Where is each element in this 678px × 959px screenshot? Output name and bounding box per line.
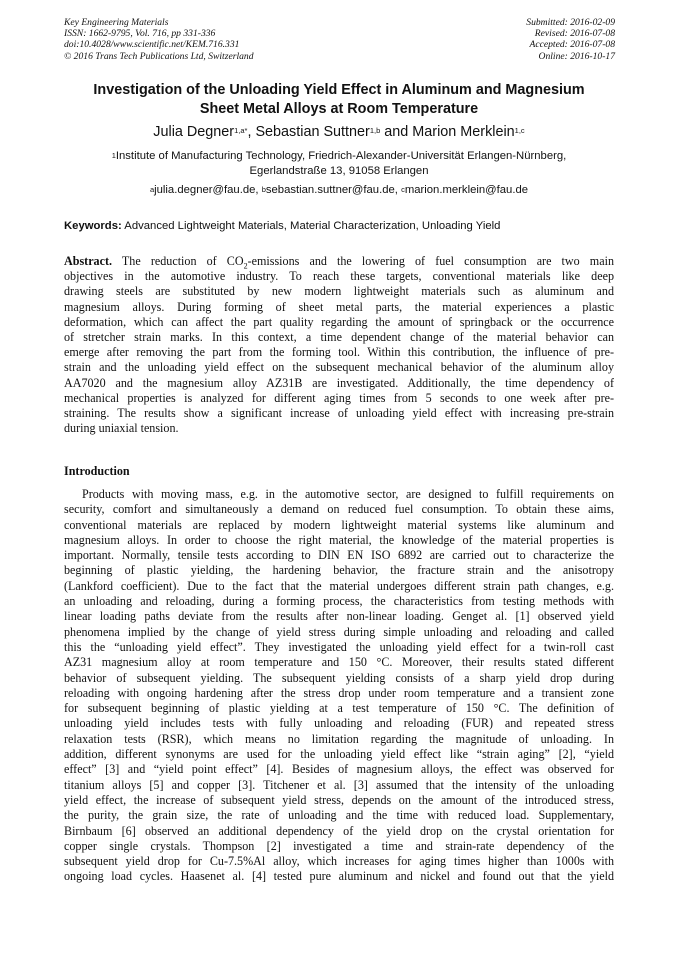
journal-header-right	[526, 17, 615, 62]
accepted-date: Accepted: 2016-07-08	[529, 39, 615, 51]
abstract-line: magnesium alloys. During forming of sheet metal parts, the material experiences a plastic	[64, 299, 614, 314]
journal-header-left	[64, 17, 254, 62]
intro-line: Birnbaum [6] observed an additional dependency of the yield drop on the crystal orientation for	[64, 823, 614, 838]
intro-line: magnesium alloys. In order to choose the right material, the knowledge of the material properties is	[64, 532, 614, 547]
abstract-line: emerge after removing the part from the forming tool. Within this contribution, the influence of pre-	[64, 345, 614, 360]
introduction-body	[64, 487, 614, 885]
author-2: , Sebastian Suttner	[247, 124, 370, 140]
intro-line: Products with moving mass, e.g. in the automotive sector, are designed to fulfill requirements on	[82, 487, 614, 501]
intro-line: copper single crystals. Thompson [2] investigated a time and strain-rate dependency of the	[64, 838, 614, 853]
abstract-line: straining. The results show a significant increase of unloading yield effect with increasing pre-strain	[64, 405, 614, 420]
intro-line: unloading yield includes tests with fully unloading and reloading (FUR) and repeated stress	[64, 716, 614, 731]
intro-line: subsequent yield drop for Cu-7.5%Al alloy, which increases for aging times higher than 1000s with	[64, 854, 614, 869]
abstract-line: mechanical properties is analyzed for different aging times from 5 seconds to one week after pre-	[64, 390, 614, 405]
doi: doi:10.4028/www.scientific.net/KEM.716.331	[64, 39, 240, 51]
intro-line: an unloading and reloading, during a forming process, the characteristics from testing methods with	[64, 594, 614, 609]
intro-line: behavior of subsequent yielding. The subsequent yielding consists of a sharp yield drop during	[64, 670, 614, 685]
affiliation-line-1: Institute of Manufacturing Technology, Friedrich-Alexander-Universität Erlangen-Nürnberg,	[115, 150, 567, 162]
abstract-line	[64, 254, 614, 269]
abstract-line: drawing steels are substituted by new modern lightweight materials such as aluminum and	[64, 284, 614, 299]
intro-line: addition, different synonyms are used for the unloading yield effect like “strain aging” [2], “yield	[64, 747, 614, 762]
abstract-text: -emissions and the lowering of fuel consumption are two main	[247, 254, 614, 268]
intro-line: effect” [3] and “yield point effect” [4]. Besides of magnesium alloys, the effect was observed for	[64, 762, 614, 777]
author-3: and Marion Merklein	[380, 124, 515, 140]
paper-title	[40, 81, 638, 119]
author-list	[40, 123, 638, 141]
email-b-marker: b	[261, 185, 266, 194]
author-1-affil: 1,a*	[234, 126, 248, 135]
abstract-line: AA7020 and the magnesium alloy AZ31B are investigated. Additionally, the time dependency of	[64, 375, 614, 390]
email-a-marker: a	[149, 185, 155, 194]
revised-date: Revised: 2016-07-08	[534, 28, 615, 40]
email-c[interactable]: marion.merklein@fau.de	[404, 184, 529, 196]
intro-line: relaxation tests (RSR), which means no limitation regarding the magnitude of unloading. In	[64, 731, 614, 746]
intro-line: (Lankford coefficient). Due to the fact that the material undergoes different strain path changes, e.g.	[64, 578, 614, 593]
abstract-line: objectives in the automotive industry. To reach these targets, conventional materials like deep	[64, 269, 614, 284]
email-a[interactable]: julia.degner@fau.de,	[154, 184, 262, 196]
intro-line: important. Normally, tensile tests according to DIN EN ISO 6892 are carried out to characterize the	[64, 548, 614, 563]
intro-line: phenomena implied by the change of yield stress during simple unloading and reloading and called	[64, 624, 614, 639]
journal-name: Key Engineering Materials	[64, 17, 169, 28]
intro-line: ongoing load cycles. Haasenet al. [4] tested pure aluminum and nickel and found out that the yield	[64, 869, 614, 884]
abstract-label: Abstract.	[64, 254, 113, 268]
keywords	[64, 219, 624, 234]
intro-line: the purity, the grain size, the rate of unloading and the time with reduced load. Supplementary,	[64, 808, 614, 823]
intro-line: titanium alloys [5] and copper [3]. Titchener et al. [3] assumed that the intensity of the unloading	[64, 777, 614, 792]
keywords-text: Advanced Lightweight Materials, Material Characterization, Unloading Yield	[121, 220, 501, 232]
author-emails	[60, 183, 618, 198]
intro-line: reloading with ongoing hardening after the stress drop under room temperature and a transient zone	[64, 685, 614, 700]
intro-line: beginning of plastic yielding, the hardening behavior, the fracture strain and the anisotropy	[64, 563, 614, 578]
intro-line: this the “unloading yield effect”. They investigated the unloading yield effect for a twin-roll cast	[64, 639, 614, 654]
email-b[interactable]: sebastian.suttner@fau.de,	[265, 184, 402, 196]
intro-line: yield effect, the increase of subsequent yield stress, depends on the amount of the introduced stress,	[64, 792, 614, 807]
email-c-marker: c	[401, 185, 405, 194]
co2-subscript: 2	[243, 261, 248, 270]
issn: ISSN: 1662-9795, Vol. 716, pp 331-336	[64, 28, 216, 40]
keywords-label: Keywords:	[64, 220, 122, 232]
author-1: Julia Degner	[153, 124, 235, 140]
title-line-2: Sheet Metal Alloys at Room Temperature	[199, 101, 479, 117]
abstract	[64, 254, 614, 436]
intro-line: security, comfort and simultaneously a demand on reduced fuel consumption. To obtain these aims,	[64, 502, 614, 517]
abstract-line: strain and the unloading yield effect on the subsequent mechanical behavior of the aluminum alloy	[64, 360, 614, 375]
affiliation	[60, 149, 618, 179]
copyright: © 2016 Trans Tech Publications Ltd, Switzerland	[64, 50, 254, 62]
abstract-line: during uniaxial tension.	[64, 421, 179, 436]
intro-line: AZ31 magnesium alloy at room temperature and 150 °C. Moreover, their results stated different	[64, 655, 614, 670]
intro-line: for subsequent beginning of plastic yielding at a test temperature of 150 °C. The definition of	[64, 701, 614, 716]
abstract-line: deformation, which can affect the part quality regarding the amount of springback or the occurrence	[64, 314, 614, 329]
title-line-1: Investigation of the Unloading Yield Effect in Aluminum and Magnesium	[93, 82, 585, 98]
online-date: Online: 2016-10-17	[538, 50, 615, 62]
affiliation-number: 1	[111, 151, 116, 160]
abstract-text: The reduction of CO	[112, 254, 244, 268]
abstract-line: of stretcher strain marks. In this context, a time dependent change of the material behavior can	[64, 329, 614, 344]
author-2-affil: 1,b	[369, 126, 381, 135]
affiliation-line-2: Egerlandstraße 13, 91058 Erlangen	[249, 165, 429, 177]
section-heading-introduction: Introduction	[64, 464, 130, 478]
submitted-date: Submitted: 2016-02-09	[526, 17, 615, 28]
author-3-affil: 1,c	[514, 126, 525, 135]
intro-line: conventional materials are replaced by modern lightweight material systems like aluminum and	[64, 517, 614, 532]
intro-line: linear loading paths deviate from the results after non-linear loading. Genget al. [1] observed yield	[64, 609, 614, 624]
